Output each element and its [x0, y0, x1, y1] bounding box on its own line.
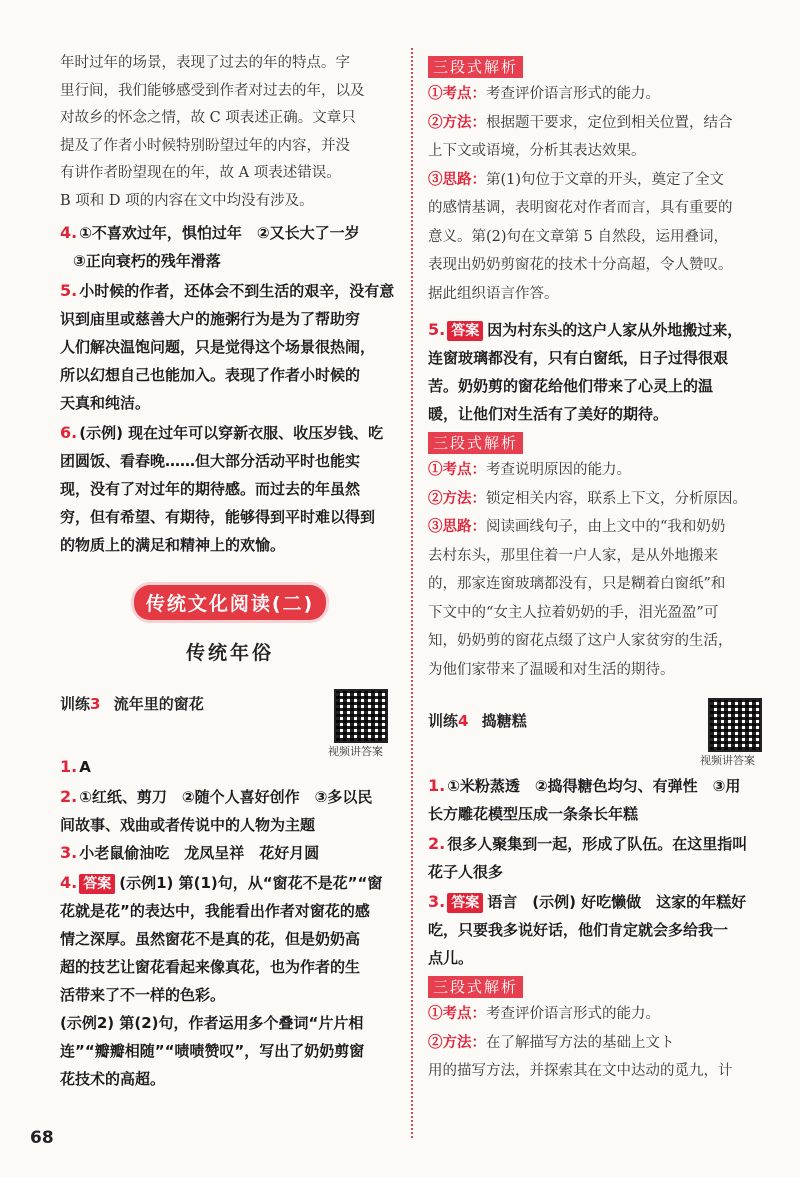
answer-line: [60, 277, 400, 305]
analysis-header: 三段式解析: [428, 976, 523, 998]
question-number: 5.: [428, 320, 446, 339]
intro-paragraph: [60, 50, 400, 215]
answer-text: 间故事、戏曲或者传说中的人物为主题: [60, 816, 316, 834]
analysis-text: 考查评价语言形式的能力。: [486, 1006, 660, 1022]
answer-text: 的物质上的满足和精神上的欢愉。: [60, 536, 286, 554]
answer-text: ①米粉蒸透 ②捣得糖色均匀、有弹性 ③用: [447, 777, 741, 795]
training-title: 捣糖糕: [481, 712, 527, 730]
answer-text: 暖，让他们对生活有了美好的期待。: [428, 405, 669, 423]
column-divider: [411, 48, 413, 1138]
answer-text: ①红纸、剪刀 ②随个人喜好创作 ③多以民: [79, 788, 373, 806]
question-number: 4.: [60, 873, 78, 892]
answer-text: 小时候的作者，还体会不到生活的艰辛，没有意: [79, 282, 395, 300]
analysis-line: [428, 1000, 773, 1029]
text-line: 对故乡的怀念之情，故 C 项表述正确。文章只: [60, 110, 356, 126]
analysis-line: [428, 166, 773, 195]
answer-line: [60, 783, 400, 811]
answer-line: [60, 531, 400, 559]
answer-line: ③正向衰朽的残年滑落: [73, 252, 221, 270]
answer-line: [428, 858, 773, 886]
analysis-line: [428, 137, 773, 166]
t4-question-3: [428, 888, 773, 972]
answer-tag: 答案: [447, 893, 483, 913]
page-number: 68: [30, 1128, 54, 1148]
answer-text: 天真和纯洁。: [60, 394, 151, 412]
answer-line: [428, 830, 773, 858]
analysis-line: [428, 1057, 773, 1086]
answer-text: 花子人很多: [428, 863, 504, 881]
training-prefix: 训练: [60, 695, 91, 713]
answer-line: [60, 389, 400, 417]
analysis-line: [428, 194, 773, 223]
analysis-line: [428, 223, 773, 252]
question-5-right: [428, 316, 773, 428]
question-number: 6.: [60, 423, 78, 442]
analysis-text: 表现出奶奶剪窗花的技术十分高超，令人赞叹。: [428, 257, 733, 273]
answer-line: [428, 888, 773, 916]
answer-line: 花技术的高超。: [60, 1070, 166, 1088]
analysis-text: 用的描写方法，并探索其在文中达动的觅九，计: [428, 1063, 733, 1079]
question-number: 4.: [60, 223, 78, 242]
question-6: [60, 419, 400, 559]
answer-line: 连”“瓣瓣相随”“啧啧赞叹”，写出了奶奶剪窗: [60, 1042, 365, 1060]
text-line: 有讲作者盼望现在的年，故 A 项表述错误。: [60, 165, 341, 181]
answer-text: (示例1) 第(1)句，从“窗花不是花”“窗: [119, 874, 383, 892]
text-line: 年时过年的场景，表现了过去的年的特点。字: [60, 55, 350, 71]
answer-line: [428, 400, 773, 428]
question-number: 1.: [428, 776, 446, 795]
analysis-text: 根据题干要求，定位到相关位置，结合: [486, 114, 733, 131]
text-line: 里行间，我们能够感受到作者对过去的年，以及: [60, 82, 365, 99]
answer-text: 连窗玻璃都没有，只有白窗纸，日子过得很艰: [428, 349, 729, 367]
answer-line: A: [79, 758, 91, 776]
analysis-keyword: ①考点：: [428, 461, 486, 478]
analysis-text: 上下文或语境，分析其表达效果。: [428, 143, 646, 159]
analysis-text: 意义。第(2)句在文章第 5 自然段，运用叠词，: [428, 228, 728, 245]
answer-line: [428, 800, 773, 828]
question-number: 2.: [60, 787, 78, 806]
answer-line: [60, 869, 400, 897]
analysis-line: [428, 80, 773, 109]
analysis-text: 知，奶奶剪的窗花点缀了这户人家贫穷的生活，: [428, 633, 733, 649]
analysis-keyword: ③思路：: [428, 170, 486, 188]
answer-line: [60, 811, 400, 839]
answer-line: [60, 447, 400, 475]
analysis-keyword: ②方法：: [428, 113, 486, 131]
training-prefix: 训练: [428, 712, 459, 730]
question-5: [60, 277, 400, 417]
training-3-header: [60, 693, 400, 758]
analysis-keyword: ①考点：: [428, 1005, 486, 1022]
answer-tag: 答案: [447, 321, 483, 341]
section-subtitle: 传统年俗: [185, 642, 274, 664]
analysis-line: [428, 109, 773, 138]
analysis-text: 阅读画线句子，由上文中的“我和奶奶: [486, 519, 726, 535]
analysis-line: [428, 599, 773, 628]
answer-text: 团圆饭、看春晚……但大部分活动平时也能实: [60, 452, 361, 470]
question-number: 1.: [60, 757, 78, 776]
answer-line: [60, 981, 400, 1009]
answer-line: [428, 916, 773, 944]
training-4-header: [428, 710, 773, 770]
analysis-keyword: ②方法：: [428, 489, 486, 507]
t3-question-4: [60, 869, 400, 1093]
answer-text: 语言 (示例) 好吃懒做 这家的年糕好: [487, 893, 747, 911]
analysis-line: [428, 627, 773, 656]
qr-label: 视频讲答案: [700, 754, 755, 767]
analysis-line: [428, 485, 773, 514]
answer-line: (示例2) 第(2)句，作者运用多个叠词“片片相: [60, 1014, 364, 1032]
answer-line: [60, 953, 400, 981]
question-number: 5.: [60, 281, 78, 300]
analysis-text: 在了解描写方法的基础上文ト: [486, 1034, 675, 1051]
analysis-text: 为他们家带来了温暖和对生活的期待。: [428, 661, 675, 678]
training-number: 4: [458, 712, 469, 730]
analysis-text: 考查说明原因的能力。: [486, 462, 631, 478]
text-line: 提及了作者小时候特别盼望过年的内容，并没: [60, 137, 350, 154]
t4-question-2: [428, 830, 773, 886]
training-number: 3: [90, 695, 101, 713]
answer-text: 活带来了不一样的色彩。: [60, 986, 226, 1004]
answer-text: 情之深厚。虽然窗花不是真的花，但是奶奶高: [60, 930, 361, 948]
answer-line: [60, 305, 400, 333]
section-banner: [120, 585, 340, 620]
analysis-keyword: ①考点：: [428, 85, 486, 102]
analysis-line: [428, 456, 773, 485]
answer-line: [60, 333, 400, 361]
analysis-line: [428, 656, 773, 685]
analysis-line: [428, 280, 773, 309]
banner-title: 传统文化阅读(二): [134, 585, 326, 620]
answer-text: 识到庙里或慈善大户的施粥行为是为了帮助穷: [60, 310, 361, 328]
analysis-text: 去村东头，那里住着一户人家，是从外地搬来: [428, 547, 718, 564]
t4-question-1: [428, 772, 773, 828]
analysis-text: 锁定相关内容，联系上下文，分析原因。: [486, 490, 747, 507]
left-column: [60, 50, 400, 1093]
answer-text: 苦。奶奶剪的窗花给他们带来了心灵上的温: [428, 377, 714, 395]
answer-text: (示例) 现在过年可以穿新衣服、收压岁钱、吃: [79, 424, 384, 442]
answer-line: ①不喜欢过年，惧怕过年 ②又长大了一岁: [79, 224, 360, 242]
analysis-line: [428, 1029, 773, 1058]
analysis-line: [428, 570, 773, 599]
analysis-line: [428, 251, 773, 280]
answer-line: [428, 316, 773, 344]
question-number: 2.: [428, 834, 446, 853]
answer-line: [428, 944, 773, 972]
answer-text: 吃，只要我多说好话，他们肯定就会多给我一: [428, 921, 729, 939]
analysis-text: 据此组织语言作答。: [428, 285, 559, 302]
text-line: B 项和 D 项的内容在文中均没有涉及。: [60, 192, 314, 209]
t3-question-3: [60, 839, 400, 867]
question-number: 3.: [428, 892, 446, 911]
answer-line: [428, 344, 773, 372]
question-number: 3.: [60, 843, 78, 862]
answer-text: 人们解决温饱问题，只是觉得这个场景很热闹，: [60, 338, 376, 356]
analysis-text: 下文中的“女主人拉着奶奶的手，泪光盈盈”可: [428, 604, 719, 621]
analysis-text: 考查评价语言形式的能力。: [486, 86, 660, 102]
answer-line: [428, 372, 773, 400]
answer-text: 因为村东头的这户人家从外地搬过来，: [487, 321, 743, 339]
answer-text: 超的技艺让窗花看起来像真花，也为作者的生: [60, 958, 361, 976]
answer-text: 现，没有了对过年的期待感。而过去的年虽然: [60, 480, 361, 498]
answer-text: 点儿。: [428, 949, 474, 967]
analysis-text: 的感情基调，表明窗花对作者而言，具有重要的: [428, 200, 733, 216]
analysis-text: 第(1)句位于文章的开头，奠定了全文: [486, 171, 725, 188]
analysis-line: [428, 542, 773, 571]
analysis-keyword: ②方法：: [428, 1033, 486, 1051]
analysis-keyword: ③思路：: [428, 518, 486, 535]
qr-code-icon[interactable]: [708, 698, 762, 752]
qr-code-icon[interactable]: [334, 689, 388, 743]
answer-text: 所以幻想自己也能加入。表现了作者小时候的: [60, 366, 361, 384]
answer-text: 穷，但有希望、有期待，能够得到平时难以得到: [60, 508, 376, 526]
answer-line: [60, 503, 400, 531]
answer-line: [428, 772, 773, 800]
answer-text: 长方雕花模型压成一条条长年糕: [428, 805, 639, 823]
answer-line: [60, 361, 400, 389]
answer-tag: 答案: [79, 874, 115, 894]
answer-line: [60, 475, 400, 503]
analysis-text: 的，那家连窗玻璃都没有，只是糊着白窗纸”和: [428, 576, 726, 592]
training-title: 流年里的窗花: [113, 695, 204, 713]
right-column: [428, 50, 773, 1086]
answer-line: [60, 897, 400, 925]
analysis-header: 三段式解析: [428, 56, 523, 78]
analysis-line: [428, 513, 773, 542]
answer-text: 很多人聚集到一起，形成了队伍。在这里指叫: [447, 835, 748, 853]
qr-label: 视频讲答案: [328, 745, 383, 758]
analysis-header: 三段式解析: [428, 432, 523, 454]
answer-line: [60, 419, 400, 447]
answer-text: 花就是花”的表达中，我能看出作者对窗花的感: [60, 902, 370, 920]
answer-line: 小老鼠偷油吃 龙凤呈祥 花好月圆: [79, 844, 320, 862]
question-4: [60, 219, 400, 275]
answer-line: [60, 925, 400, 953]
t3-question-2: [60, 783, 400, 839]
